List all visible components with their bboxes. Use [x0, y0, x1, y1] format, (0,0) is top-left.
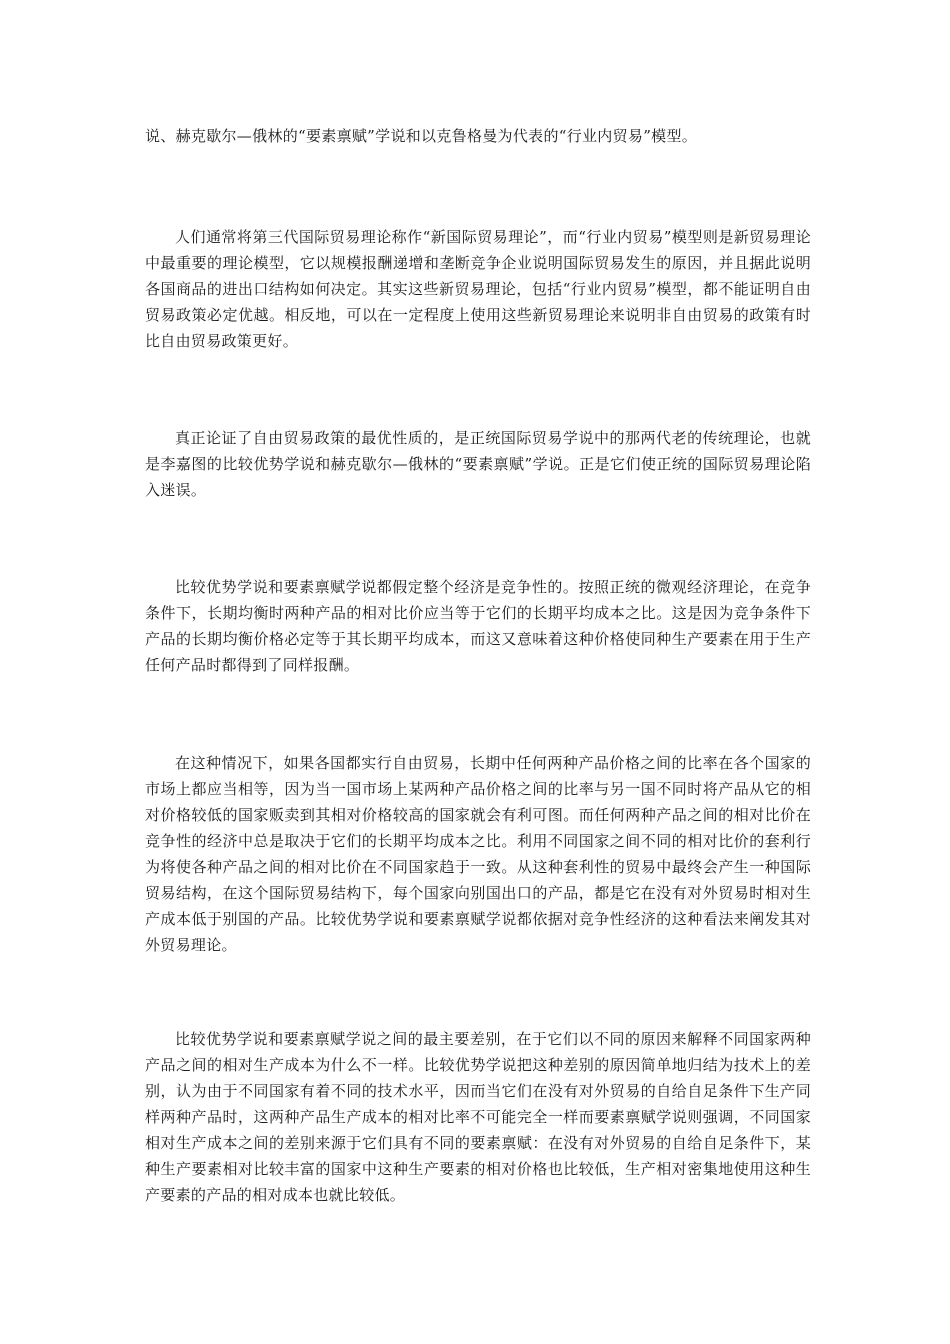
paragraph-main-difference: 比较优势学说和要素禀赋学说之间的最主要差别，在于它们以不同的原因来解释不同国家两种产品之间的相对生产成本为什么不一样。比较优势学说把这种差别的原因简单地归结为技术上的差别，认为由于不同国家有着不同的技术水平，因而当它们在没有对外贸易的自给自足条件下生产同样两种产品时，这两种产品生产成本的相对比率不可能完全一样而要素禀赋学说则强调，不同国家相对生产成本之间的差别来源于它们具有不同的要素禀赋：在没有对外贸易的自给自足条件下，某种生产要素相对比较丰富的国家中这种生产要素的相对价格也比较低，生产相对密集地使用这种生产要素的产品的相对成本也就比较低。	[145, 1030, 811, 1204]
paragraph-free-trade-arbitrage: 在这种情况下，如果各国都实行自由贸易，长期中任何两种产品价格之间的比率在各个国家的市场上都应当相等，因为当一国市场上某两种产品价格之间的比率与另一国不同时将产品从它的相对价格较低的国家贩卖到其相对价格较高的国家就会有利可图。而任何两种产品之间的相对比价在竞争性的经济中总是取决于它们的长期平均成本之比。利用不同国家之间不同的相对比价的套利行为将使各种产品之间的相对比价在不同国家趋于一致。从这种套利性的贸易中最终会产生一种国际贸易结构，在这个国际贸易结构下，每个国家向别国出口的产品，都是它在没有对外贸易时相对生产成本低于别国的产品。比较优势学说和要素禀赋学说都依据对竞争性经济的这种看法来阐发其对外贸易理论。	[145, 754, 811, 954]
paragraph-competitive-assumption: 比较优势学说和要素禀赋学说都假定整个经济是竞争性的。按照正统的微观经济理论，在竞争条件下，长期均衡时两种产品的相对比价应当等于它们的长期平均成本之比。这是因为竞争条件下产品的长期均衡价格必定等于其长期平均成本，而这又意味着这种价格使同种生产要素在用于生产任何产品时都得到了同样报酬。	[145, 578, 811, 674]
paragraph-traditional-theory: 真正论证了自由贸易政策的最优性质的，是正统国际贸易学说中的那两代老的传统理论，也就是李嘉图的比较优势学说和赫克歇尔—俄林的“要素禀赋”学说。正是它们使正统的国际贸易理论陷入迷误。	[145, 429, 811, 499]
paragraph-continuation: 说、赫克歇尔—俄林的“要素禀赋”学说和以克鲁格曼为代表的“行业内贸易”模型。	[145, 127, 698, 145]
paragraph-new-trade-theory: 人们通常将第三代国际贸易理论称作“新国际贸易理论”，而“行业内贸易”模型则是新贸易理论中最重要的理论模型，它以规模报酬递增和垄断竞争企业说明国际贸易发生的原因，并且据此说明各国商品的进出口结构如何决定。其实这些新贸易理论，包括“行业内贸易”模型，都不能证明自由贸易政策必定优越。相反地，可以在一定程度上使用这些新贸易理论来说明非自由贸易的政策有时比自由贸易政策更好。	[145, 228, 811, 350]
